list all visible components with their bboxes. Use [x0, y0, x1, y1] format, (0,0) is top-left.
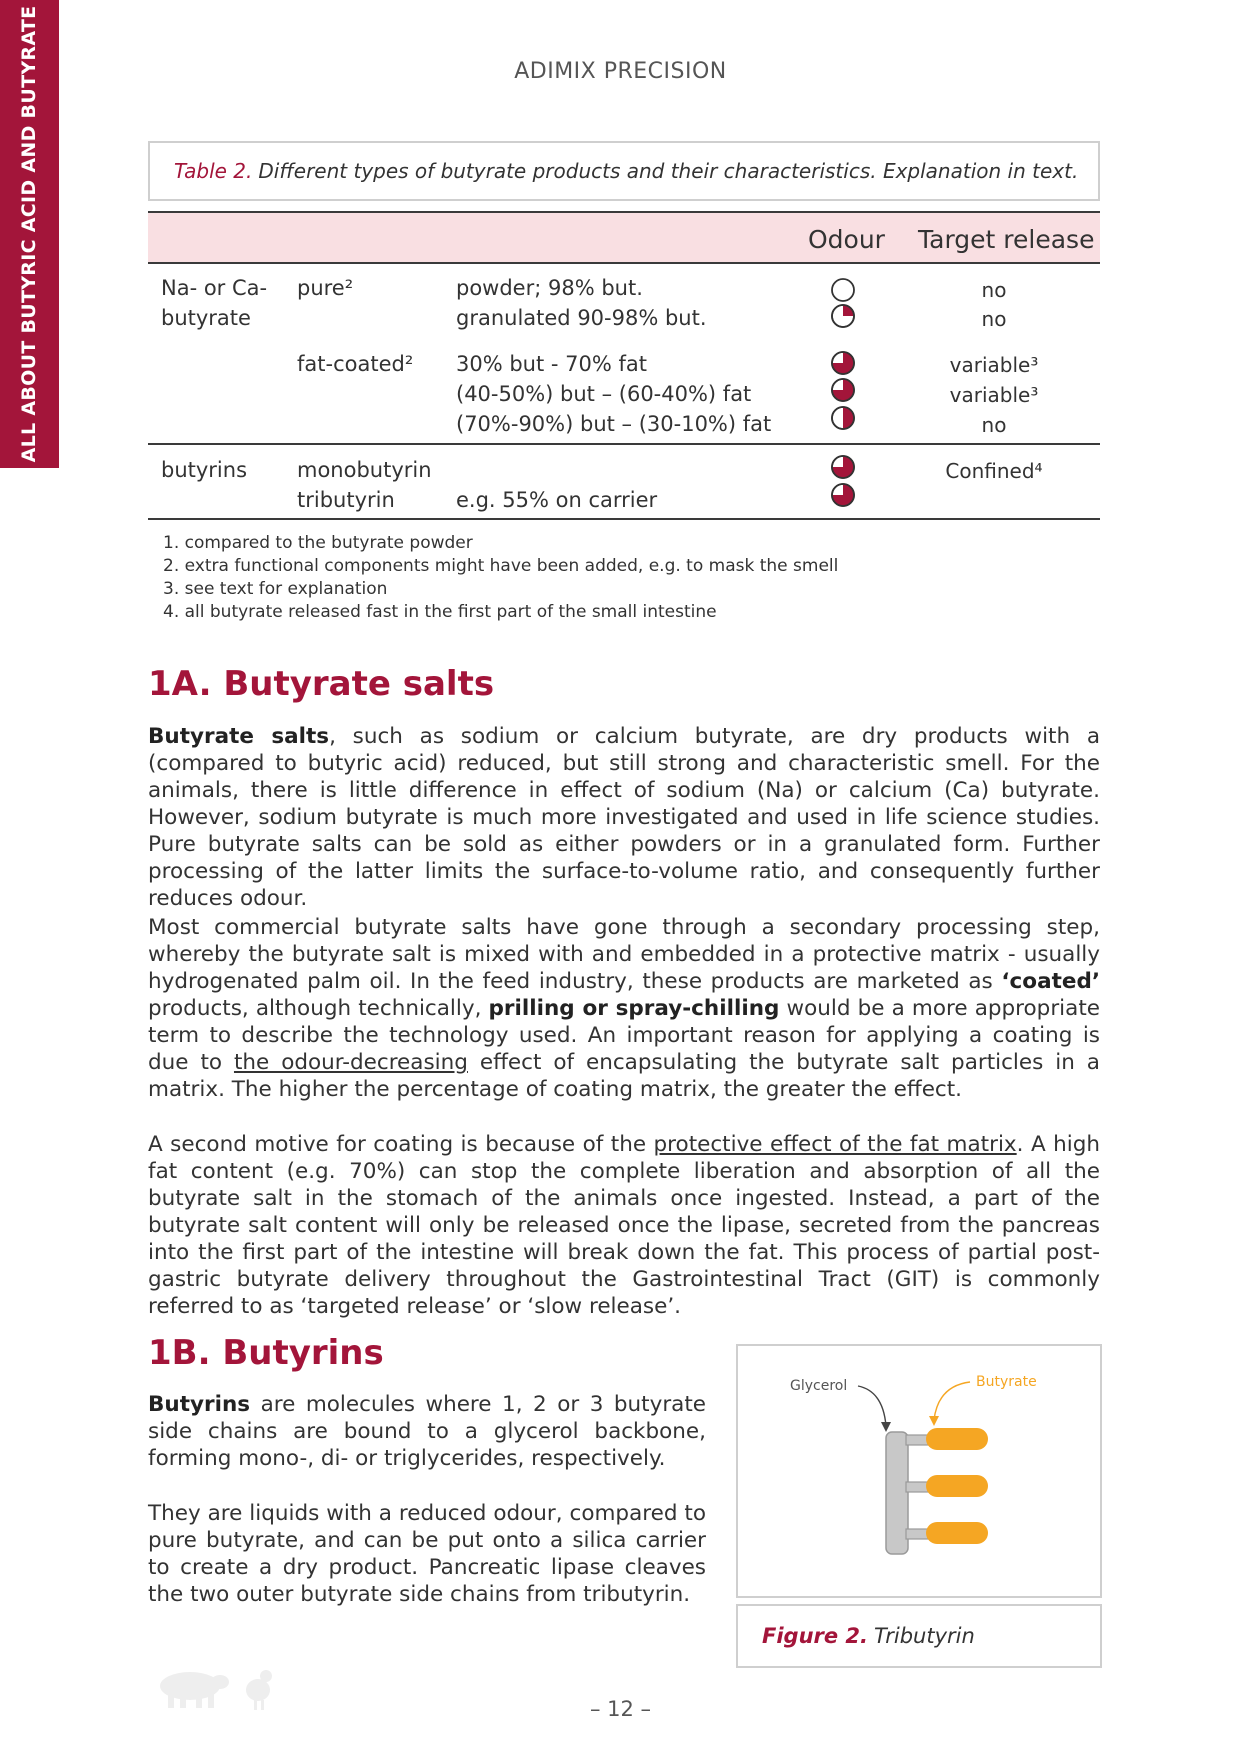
butyrate-label: Butyrate	[976, 1374, 1037, 1390]
table-cell-fat-desc: 30% but - 70% fat (40-50%) but – (60-40%) fat (70%-90%) but – (30-10%) fat	[456, 352, 772, 436]
figure-caption-label: Figure 2.	[762, 1624, 869, 1648]
section-1b-paragraph-2: They are liquids with a reduced odour, compared to pure butyrate, and can be put onto a silica carrier to create a dry product. Pancreatic lipase cleaves the two outer butyrate side chains from tributyrin.	[148, 1501, 706, 1607]
odour-indicator-2	[832, 305, 854, 327]
butyrate-salts-term: Butyrate salts	[148, 724, 330, 749]
table-cell-fat-release-1: variable³	[949, 353, 1039, 377]
table-cell-fat-label: fat-coated²	[297, 352, 414, 376]
butyrate-chain-1	[926, 1428, 988, 1450]
butyrate-arrow	[934, 1382, 970, 1420]
section-1a-p2-b: products, although technically,	[148, 996, 489, 1021]
section-1b-title: 1B. Butyrins	[148, 1333, 384, 1373]
table-cell-fat-release-3: no	[981, 413, 1007, 437]
figure-caption-text: Tributyrin	[874, 1624, 975, 1648]
prilling-term: prilling or spray-chilling	[488, 996, 780, 1021]
odour-indicator-6	[832, 456, 854, 478]
table-header-odour: Odour	[808, 225, 885, 254]
footnote-2: 2. extra functional components might have been added, e.g. to mask the smell	[163, 556, 839, 576]
table-rule-header	[148, 262, 1100, 264]
odour-indicator-1	[832, 279, 854, 301]
page-header: ADIMIX PRECISION	[514, 59, 727, 84]
footnote-4: 4. all butyrate released fast in the first part of the small intestine	[163, 602, 717, 622]
table-cell-na-ca-type: Na- or Ca- butyrate	[161, 276, 268, 330]
table-cell-butyrins-release: Confined⁴	[945, 459, 1043, 483]
section-1a-p2-a: Most commercial butyrate salts have gone through a secondary processing step, whereby the butyrate salt is mixed with and embedded in a protective matrix - usually hydrogenated palm oil. In the feed industry, these products are marketed as	[148, 915, 1100, 994]
figure-tributyrin	[736, 1344, 1102, 1598]
butyrate-arrow-head	[929, 1416, 939, 1426]
table-cell-fat-release-2: variable³	[949, 383, 1039, 407]
odour-indicator-7	[832, 484, 854, 506]
section-1a-p1-text: , such as sodium or calcium butyrate, are dry products with a (compared to butyric acid) reduced, but still strong and characteristic smell. For the animals, there is little difference in effect of sodium (Na) or calcium (Ca) butyrate. However, sodium butyrate is much more investigated and used in life science studies. Pure butyrate salts can be sold as either powders or in a granulated form. Further processing of the latter limits the surface-to-volume ratio, and consequently further reduces odour.	[148, 724, 1100, 911]
glycerol-link-1	[906, 1435, 928, 1445]
section-1a-p3-b: . A high fat content (e.g. 70%) can stop the complete liberation and absorption of all the butyrate salt in the stomach of the animals once ingested. Instead, a part of the butyrate salt content will only be released once the lipase, secreted from the pancreas into the first part of the intestine will break down the fat. This process of partial post-gastric butyrate delivery throughout the Gastrointestinal Tract (GIT) is commonly referred to as ‘targeted release’ or ‘slow release’.	[148, 1132, 1101, 1319]
table-cell-pure-desc: powder; 98% but. granulated 90-98% but.	[456, 276, 707, 330]
glycerol-arrow-head	[881, 1422, 891, 1432]
odour-indicator-3	[832, 352, 854, 374]
figure-caption	[736, 1604, 1102, 1668]
butyrins-term: Butyrins	[148, 1392, 251, 1417]
table-caption-label: Table 2.	[174, 159, 253, 183]
glycerol-arrow	[858, 1386, 886, 1426]
odour-indicator-4	[832, 379, 854, 401]
table-cell-pure-label: pure²	[297, 276, 354, 300]
section-1a-paragraph-2	[148, 914, 1100, 1103]
table-caption	[148, 141, 1100, 201]
table-cell-pure-release-1: no	[981, 278, 1007, 302]
tributyrin-diagram	[738, 1346, 1100, 1596]
butyrate-chain-3	[926, 1522, 988, 1544]
section-1b-paragraph-1	[148, 1391, 706, 1472]
butyrate-chain-2	[926, 1475, 988, 1497]
section-1a-p2-d: effect of encapsulating the butyrate salt particles in a matrix. The higher the percentage of coating matrix, the greater the effect.	[148, 1050, 1100, 1102]
footnote-3: 3. see text for explanation	[163, 579, 388, 599]
section-1a-p3-a: A second motive for coating is because of the	[148, 1132, 654, 1157]
section-1b-p1-text: are molecules where 1, 2 or 3 butyrate side chains are bound to a glycerol backbone, forming mono-, di- or triglycerides, respectively.	[148, 1392, 706, 1471]
protective-effect-link: protective effect of the fat matrix	[653, 1132, 1017, 1157]
section-1a-title: 1A. Butyrate salts	[148, 664, 495, 704]
glycerol-label: Glycerol	[790, 1378, 848, 1394]
table-caption-text: Different types of butyrate products and their characteristics. Explanation in text.	[258, 159, 1079, 183]
coated-term: ‘coated’	[1001, 969, 1100, 994]
table-cell-butyrins-desc: e.g. 55% on carrier	[456, 488, 658, 512]
glycerol-link-2	[906, 1482, 928, 1492]
footnote-1: 1. compared to the butyrate powder	[163, 533, 473, 553]
odour-indicator-5	[832, 407, 854, 429]
table-cell-butyrins-type: butyrins	[161, 458, 248, 482]
side-tab-label: ALL ABOUT BUTYRIC ACID AND BUTYRATE	[18, 5, 40, 463]
table-cell-pure-release-2: no	[981, 307, 1007, 331]
table-rule-bottom	[148, 518, 1100, 520]
table-header-release: Target release	[918, 225, 1095, 254]
table-cell-butyrins-label: monobutyrin tributyrin	[297, 458, 432, 512]
page-number: – 12 –	[589, 1697, 652, 1721]
odour-decreasing-link: the odour-decreasing	[233, 1050, 468, 1075]
table-rule-group	[148, 443, 1100, 445]
glycerol-link-3	[906, 1529, 928, 1539]
section-1a-paragraph-1	[148, 723, 1100, 912]
glycerol-backbone	[886, 1432, 908, 1554]
section-1a-p2-c: would be a more appropriate term to describe the technology used. An important reason for applying a coating is due to	[148, 996, 1100, 1075]
section-1a-paragraph-3	[148, 1131, 1100, 1320]
